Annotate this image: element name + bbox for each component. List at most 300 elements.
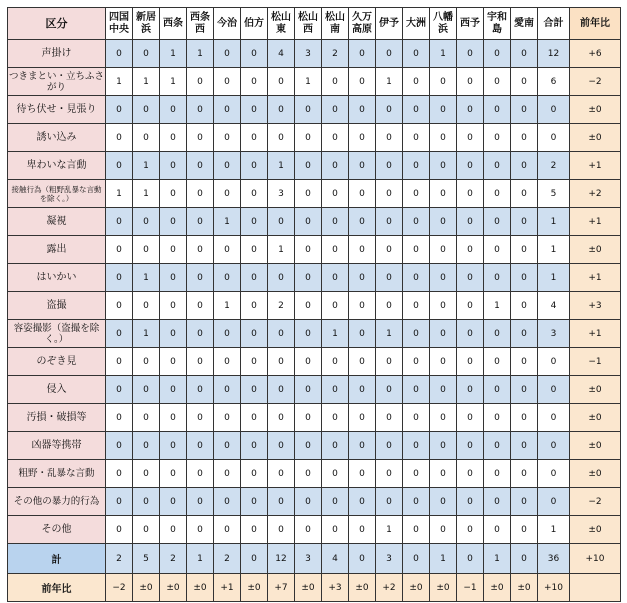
count-cell: 1 [106,68,133,96]
column-header-text: 大洲 [406,17,426,29]
table-row [8,96,621,124]
count-cell: 1 [187,40,214,68]
count-cell: 0 [214,432,241,460]
column-header-text: 南 [330,23,340,35]
count-cell: 0 [457,320,484,348]
count-cell: 0 [268,68,295,96]
count-cell: 0 [511,432,538,460]
count-cell: 0 [295,208,322,236]
prev-year-cell: +2 [570,180,621,208]
count-cell: 0 [295,96,322,124]
count-cell: 0 [403,348,430,376]
count-cell: 0 [403,432,430,460]
count-cell: 0 [160,292,187,320]
count-cell: 0 [457,96,484,124]
prev-year-cell: +3 [570,292,621,320]
count-cell: 0 [511,488,538,516]
count-cell: 0 [106,40,133,68]
table-row [8,68,621,96]
count-cell: 1 [268,236,295,264]
total-cell: 2 [160,544,187,574]
row-label: 待ち伏せ・見張り [8,96,106,124]
count-cell: 0 [511,348,538,376]
yoy-cell: ±0 [241,574,268,602]
yoy-cell: +2 [376,574,403,602]
column-header-region [106,8,133,40]
table-row [8,124,621,152]
yoy-row [8,574,621,602]
count-cell: 0 [430,460,457,488]
yoy-cell: ±0 [160,574,187,602]
column-header-text: 西 [303,23,313,35]
count-cell: 0 [268,432,295,460]
count-cell: 0 [457,432,484,460]
count-cell: 0 [160,236,187,264]
count-cell: 0 [403,264,430,292]
count-cell: 0 [484,236,511,264]
yoy-cell: +1 [214,574,241,602]
count-cell: 0 [484,460,511,488]
count-cell: 0 [160,180,187,208]
count-cell: 0 [484,68,511,96]
count-cell: 0 [511,208,538,236]
count-cell: 0 [457,488,484,516]
count-cell: 0 [187,348,214,376]
count-cell: 0 [295,516,322,544]
count-cell: 0 [430,124,457,152]
count-cell: 1 [430,40,457,68]
count-cell: 0 [484,152,511,180]
count-cell: 0 [106,432,133,460]
yoy-cell: ±0 [349,574,376,602]
prev-year-cell: +1 [570,264,621,292]
table-row [8,208,621,236]
row-label: 侵入 [8,376,106,404]
count-cell: 0 [457,404,484,432]
count-cell: 0 [457,264,484,292]
yoy-label: 前年比 [8,574,106,602]
count-cell: 0 [241,124,268,152]
count-cell: 1 [322,320,349,348]
yoy-cell: +10 [538,574,570,602]
count-cell: 0 [106,292,133,320]
count-cell: 0 [241,376,268,404]
count-cell: 1 [133,180,160,208]
count-cell: 0 [538,404,570,432]
count-cell: 2 [268,292,295,320]
count-cell: 0 [160,320,187,348]
count-cell: 0 [511,516,538,544]
total-cell: 1 [187,544,214,574]
count-cell: 0 [241,404,268,432]
row-label: 粗野・乱暴な言動 [8,460,106,488]
count-cell: 0 [457,292,484,320]
count-cell: 0 [268,264,295,292]
column-header-text: 中央 [109,23,129,35]
count-cell: 0 [295,432,322,460]
yoy-cell: −2 [106,574,133,602]
count-cell: 0 [484,208,511,236]
count-cell: 0 [187,208,214,236]
count-cell: 0 [484,516,511,544]
table-row [8,152,621,180]
count-cell: 1 [106,180,133,208]
column-header-text: 松山 [325,11,345,23]
incident-table [7,7,621,602]
row-label: 誘い込み [8,124,106,152]
count-cell: 4 [538,292,570,320]
row-label: つきまとい・立ちふさがり [8,68,106,96]
count-cell: 0 [376,180,403,208]
count-cell: 0 [160,208,187,236]
prev-year-cell: −2 [570,488,621,516]
table-row [8,460,621,488]
count-cell: 0 [484,488,511,516]
count-cell: 0 [214,180,241,208]
yoy-cell: ±0 [403,574,430,602]
prev-year-cell: ±0 [570,124,621,152]
count-cell: 0 [133,516,160,544]
count-cell: 4 [268,40,295,68]
total-cell: 1 [484,544,511,574]
count-cell: 0 [241,348,268,376]
count-cell: 0 [214,264,241,292]
count-cell: 0 [160,460,187,488]
count-cell: 0 [106,124,133,152]
column-header-region [268,8,295,40]
count-cell: 1 [376,68,403,96]
total-cell: 0 [403,544,430,574]
count-cell: 0 [241,180,268,208]
column-header-text: 浜 [141,23,151,35]
count-cell: 0 [133,488,160,516]
count-cell: 0 [376,376,403,404]
count-cell: 0 [268,460,295,488]
count-cell: 0 [295,292,322,320]
count-cell: 3 [538,320,570,348]
column-header-text: 高原 [352,23,372,35]
column-header-region [160,8,187,40]
count-cell: 0 [457,376,484,404]
count-cell: 0 [511,460,538,488]
count-cell: 0 [160,124,187,152]
yoy-cell: ±0 [187,574,214,602]
count-cell: 0 [214,376,241,404]
count-cell: 0 [376,292,403,320]
count-cell: 0 [214,320,241,348]
count-cell: 0 [484,124,511,152]
count-cell: 0 [403,40,430,68]
count-cell: 0 [349,264,376,292]
prev-year-cell: ±0 [570,432,621,460]
count-cell: 0 [511,320,538,348]
count-cell: 0 [376,264,403,292]
count-cell: 0 [430,488,457,516]
count-cell: 0 [457,152,484,180]
column-header-text: 西条 [190,11,210,23]
count-cell: 0 [322,68,349,96]
column-header-text: 西条 [163,17,183,29]
column-header-text: 西 [195,23,205,35]
count-cell: 0 [430,404,457,432]
count-cell: 0 [241,432,268,460]
count-cell: 0 [484,96,511,124]
count-cell: 0 [241,516,268,544]
total-cell: 0 [511,544,538,574]
count-cell: 0 [187,516,214,544]
count-cell: 0 [295,460,322,488]
count-cell: 0 [403,376,430,404]
count-cell: 0 [322,404,349,432]
count-cell: 0 [133,292,160,320]
count-cell: 0 [403,292,430,320]
total-cell: 0 [241,544,268,574]
count-cell: 0 [403,404,430,432]
prev-year-cell: ±0 [570,460,621,488]
count-cell: 0 [430,68,457,96]
count-cell: 1 [133,264,160,292]
count-cell: 0 [484,348,511,376]
count-cell: 0 [430,208,457,236]
count-cell: 0 [484,432,511,460]
count-cell: 0 [187,124,214,152]
count-cell: 0 [241,488,268,516]
count-cell: 0 [268,404,295,432]
total-label: 計 [8,544,106,574]
count-cell: 0 [349,40,376,68]
count-cell: 0 [403,208,430,236]
table-row [8,376,621,404]
total-cell: 0 [349,544,376,574]
count-cell: 0 [295,152,322,180]
count-cell: 0 [349,208,376,236]
total-cell: 2 [214,544,241,574]
table-row [8,432,621,460]
count-cell: 0 [295,264,322,292]
count-cell: 0 [430,516,457,544]
count-cell: 0 [511,264,538,292]
count-cell: 1 [538,264,570,292]
count-cell: 0 [457,236,484,264]
count-cell: 12 [538,40,570,68]
count-cell: 0 [322,348,349,376]
count-cell: 0 [241,68,268,96]
count-cell: 0 [484,180,511,208]
count-cell: 0 [349,432,376,460]
count-cell: 0 [133,96,160,124]
count-cell: 0 [322,236,349,264]
count-cell: 0 [322,124,349,152]
total-cell: 4 [322,544,349,574]
count-cell: 6 [538,68,570,96]
count-cell: 0 [106,404,133,432]
column-header-text: 浜 [438,23,448,35]
table-row [8,180,621,208]
count-cell: 0 [511,180,538,208]
yoy-cell: ±0 [484,574,511,602]
total-cell: 2 [106,544,133,574]
count-cell: 0 [295,180,322,208]
count-cell: 0 [349,516,376,544]
count-cell: 1 [538,516,570,544]
count-cell: 0 [484,320,511,348]
row-label: その他の暴力的行為 [8,488,106,516]
table-row [8,488,621,516]
count-cell: 0 [295,376,322,404]
column-header-region [511,8,538,40]
count-cell: 1 [538,208,570,236]
prev-year-cell: −2 [570,68,621,96]
count-cell: 0 [322,208,349,236]
count-cell: 0 [133,236,160,264]
count-cell: 0 [187,376,214,404]
count-cell: 0 [322,376,349,404]
table-row [8,320,621,348]
row-label: 露出 [8,236,106,264]
total-cell: 5 [133,544,160,574]
count-cell: 0 [457,124,484,152]
count-cell: 1 [484,292,511,320]
count-cell: 0 [268,208,295,236]
total-prev-year-cell: +10 [570,544,621,574]
prev-year-cell: ±0 [570,516,621,544]
count-cell: 0 [241,264,268,292]
table-row [8,516,621,544]
count-cell: 0 [106,96,133,124]
count-cell: 0 [214,124,241,152]
count-cell: 0 [295,236,322,264]
count-cell: 0 [403,460,430,488]
row-label: 凶器等携帯 [8,432,106,460]
table-body [8,40,621,602]
count-cell: 0 [268,376,295,404]
prev-year-cell: +6 [570,40,621,68]
total-cell: 0 [457,544,484,574]
count-cell: 0 [268,516,295,544]
count-cell: 0 [214,488,241,516]
count-cell: 0 [268,348,295,376]
count-cell: 0 [322,264,349,292]
count-cell: 0 [349,460,376,488]
count-cell: 0 [403,488,430,516]
count-cell: 0 [106,516,133,544]
count-cell: 1 [214,208,241,236]
column-header-text: 宇和 [487,11,507,23]
count-cell: 0 [403,180,430,208]
count-cell: 0 [349,180,376,208]
count-cell: 0 [376,488,403,516]
count-cell: 0 [106,152,133,180]
table-row [8,236,621,264]
count-cell: 0 [214,68,241,96]
count-cell: 0 [214,40,241,68]
count-cell: 0 [376,460,403,488]
count-cell: 0 [241,40,268,68]
count-cell: 0 [295,124,322,152]
count-cell: 0 [133,124,160,152]
count-cell: 0 [511,376,538,404]
count-cell: 1 [133,320,160,348]
column-header-text: 四国 [109,11,129,23]
count-cell: 0 [322,516,349,544]
count-cell: 0 [160,376,187,404]
count-cell: 0 [349,68,376,96]
count-cell: 0 [268,320,295,348]
column-header-region [187,8,214,40]
column-header-text: 松山 [298,11,318,23]
count-cell: 0 [511,292,538,320]
count-cell: 1 [133,152,160,180]
row-label: 接触行為（粗野乱暴な言動を除く。） [8,180,106,208]
row-label: 盗撮 [8,292,106,320]
count-cell: 0 [187,404,214,432]
count-cell: 0 [241,292,268,320]
count-cell: 0 [241,208,268,236]
count-cell: 0 [430,236,457,264]
count-cell: 0 [322,432,349,460]
count-cell: 0 [106,264,133,292]
count-cell: 0 [295,404,322,432]
column-header-text: 今治 [217,17,237,29]
count-cell: 0 [457,180,484,208]
count-cell: 0 [349,348,376,376]
count-cell: 0 [430,264,457,292]
count-cell: 0 [133,432,160,460]
row-label: 卑わいな言動 [8,152,106,180]
row-label: のぞき見 [8,348,106,376]
count-cell: 0 [322,152,349,180]
count-cell: 0 [187,96,214,124]
count-cell: 0 [538,96,570,124]
column-header-category: 区分 [8,8,106,40]
count-cell: 0 [322,96,349,124]
count-cell: 0 [187,292,214,320]
count-cell: 0 [376,404,403,432]
count-cell: 0 [133,40,160,68]
count-cell: 0 [214,152,241,180]
count-cell: 0 [133,404,160,432]
count-cell: 0 [322,292,349,320]
count-cell: 0 [106,348,133,376]
count-cell: 0 [403,320,430,348]
prev-year-cell: −1 [570,348,621,376]
column-header-region [430,8,457,40]
column-header-region [133,8,160,40]
count-cell: 0 [106,208,133,236]
count-cell: 0 [457,68,484,96]
column-header-region [349,8,376,40]
count-cell: 0 [538,348,570,376]
count-cell: 0 [538,460,570,488]
count-cell: 0 [484,40,511,68]
count-cell: 0 [133,376,160,404]
count-cell: 0 [106,460,133,488]
total-cell: 3 [295,544,322,574]
count-cell: 0 [376,236,403,264]
count-cell: 0 [133,460,160,488]
count-cell: 0 [484,376,511,404]
header-row [8,8,621,40]
prev-year-cell: ±0 [570,404,621,432]
count-cell: 0 [187,264,214,292]
count-cell: 1 [160,40,187,68]
count-cell: 0 [403,68,430,96]
count-cell: 1 [268,152,295,180]
table-row [8,348,621,376]
count-cell: 0 [187,152,214,180]
prev-year-cell: +1 [570,152,621,180]
table-row [8,40,621,68]
